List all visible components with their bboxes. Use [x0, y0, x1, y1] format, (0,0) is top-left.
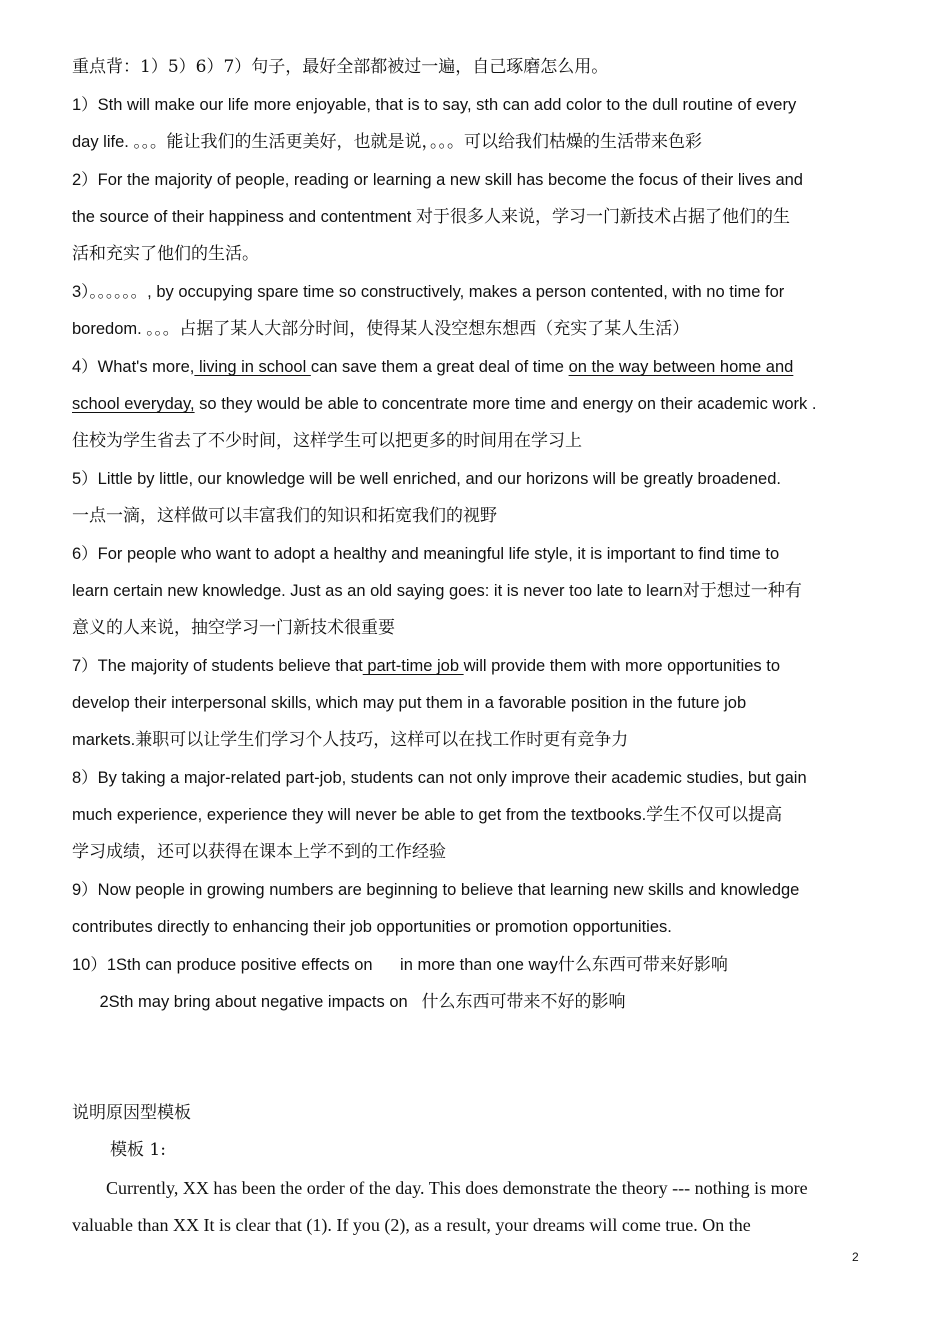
section-title: 说明原因型模板 [72, 1103, 191, 1123]
item-7-line-3 [72, 729, 628, 751]
item-6-line-2 [72, 580, 802, 602]
item-10-chinese-a: 什么东西可带来好影响 [557, 955, 728, 975]
item-7-text-b: will provide them with more opportunities to [463, 657, 781, 675]
item-2-line-1: 2）For the majority of people, reading or learning a new skill has become the focus of their lives and [72, 171, 803, 189]
item-4-underline-c: school everyday, [72, 395, 195, 413]
item-9-line-2: contributes directly to enhancing their job opportunities or promotion opportunities. [72, 918, 672, 936]
item-7-underline: part-time job [362, 657, 464, 675]
template-paragraph-line-1: Currently, XX has been the order of the day. This does demonstrate the theory --- nothing is more [106, 1178, 808, 1198]
item-3-line-2 [72, 318, 689, 340]
item-6-english: learn certain new knowledge. Just as an old saying goes: it is never too late to learn [72, 582, 683, 600]
item-4-line-2 [72, 393, 816, 415]
item-8-line-2 [72, 804, 782, 826]
item-8-line-3: 学习成绩，还可以获得在课本上学不到的工作经验 [72, 842, 446, 862]
item-10-chinese-b: 什么东西可带来不好的影响 [421, 992, 626, 1012]
item-3-line-1: 3）。。。。。。, by occupying spare time so constructively, makes a person contented, with no time for [72, 283, 785, 301]
template-label: 模板 1: [110, 1140, 166, 1160]
item-8-line-1: 8）By taking a major-related part-job, students can not only improve their academic studies, but gain [72, 769, 807, 787]
item-9-line-1: 9）Now people in growing numbers are beginning to believe that learning new skills and knowledge [72, 881, 800, 899]
item-4-underline-b: on the way between home and [568, 358, 794, 376]
item-5-line-1: 5）Little by little, our knowledge will be well enriched, and our horizons will be greatly broadened. [72, 470, 781, 488]
item-3-chinese: 占据了某人大部分时间，使得某人没空想东想西（充实了某人生活） [179, 319, 690, 339]
item-1-chinese: 能让我们的生活更美好，也就是说，。。。可以给我们枯燥的生活带来色彩 [166, 132, 702, 152]
item-10-line-1 [72, 954, 728, 976]
item-7-line-1 [72, 655, 780, 677]
item-4-line-3: 住校为学生省去了不少时间，这样学生可以把更多的时间用在学习上 [72, 431, 582, 451]
item-10-line-2 [72, 991, 625, 1013]
item-5-line-2: 一点一滴，这样做可以丰富我们的知识和拓宽我们的视野 [72, 506, 497, 526]
item-8-chinese: 学生不仅可以提高 [646, 805, 783, 825]
item-4-text-c: so they would be able to concentrate more time and energy on their academic work . [194, 395, 817, 413]
page-number: 2 [852, 1250, 859, 1264]
item-3-english: boredom. 。。。 [72, 320, 180, 338]
item-2-line-3: 活和充实了他们的生活。 [72, 244, 259, 264]
item-4-text-a: 4）What's more, [72, 358, 195, 376]
item-7-english: markets. [72, 731, 136, 749]
item-8-english: much experience, experience they will never be able to get from the textbooks. [72, 806, 647, 824]
item-6-line-3: 意义的人来说，抽空学习一门新技术很重要 [72, 618, 395, 638]
item-10-english-b: 2Sth may bring about negative impacts on [72, 993, 422, 1011]
heading-note: 重点背：1）5）6）7）句子，最好全部都被过一遍，自己琢磨怎么用。 [72, 57, 609, 77]
item-1-english: day life. 。。。 [72, 133, 167, 151]
item-6-chinese: 对于想过一种有 [682, 581, 802, 601]
item-2-line-2 [72, 206, 790, 228]
item-4-line-1 [72, 356, 793, 378]
item-2-chinese: 对于很多人来说，学习一门新技术占据了他们的生 [415, 207, 790, 227]
item-4-underline-a: living in school [194, 358, 311, 376]
item-1-line-1: 1）Sth will make our life more enjoyable, that is to say, sth can add color to the dull routine of every [72, 96, 797, 114]
item-7-line-2: develop their interpersonal skills, which may put them in a favorable position in the future job [72, 694, 747, 712]
item-2-english: the source of their happiness and contentment [72, 208, 416, 226]
item-6-line-1: 6）For people who want to adopt a healthy and meaningful life style, it is important to find time to [72, 545, 780, 563]
template-paragraph-line-2: valuable than XX It is clear that (1). If you (2), as a result, your dreams will come true. On the [72, 1215, 751, 1235]
item-10-english-a: 10）1Sth can produce positive effects on in more than one way [72, 956, 558, 974]
item-4-text-b: can save them a great deal of time [310, 358, 569, 376]
item-1-line-2 [72, 131, 702, 153]
item-7-chinese: 兼职可以让学生们学习个人技巧，这样可以在找工作时更有竞争力 [135, 730, 629, 750]
item-7-text-a: 7）The majority of students believe that [72, 657, 363, 675]
